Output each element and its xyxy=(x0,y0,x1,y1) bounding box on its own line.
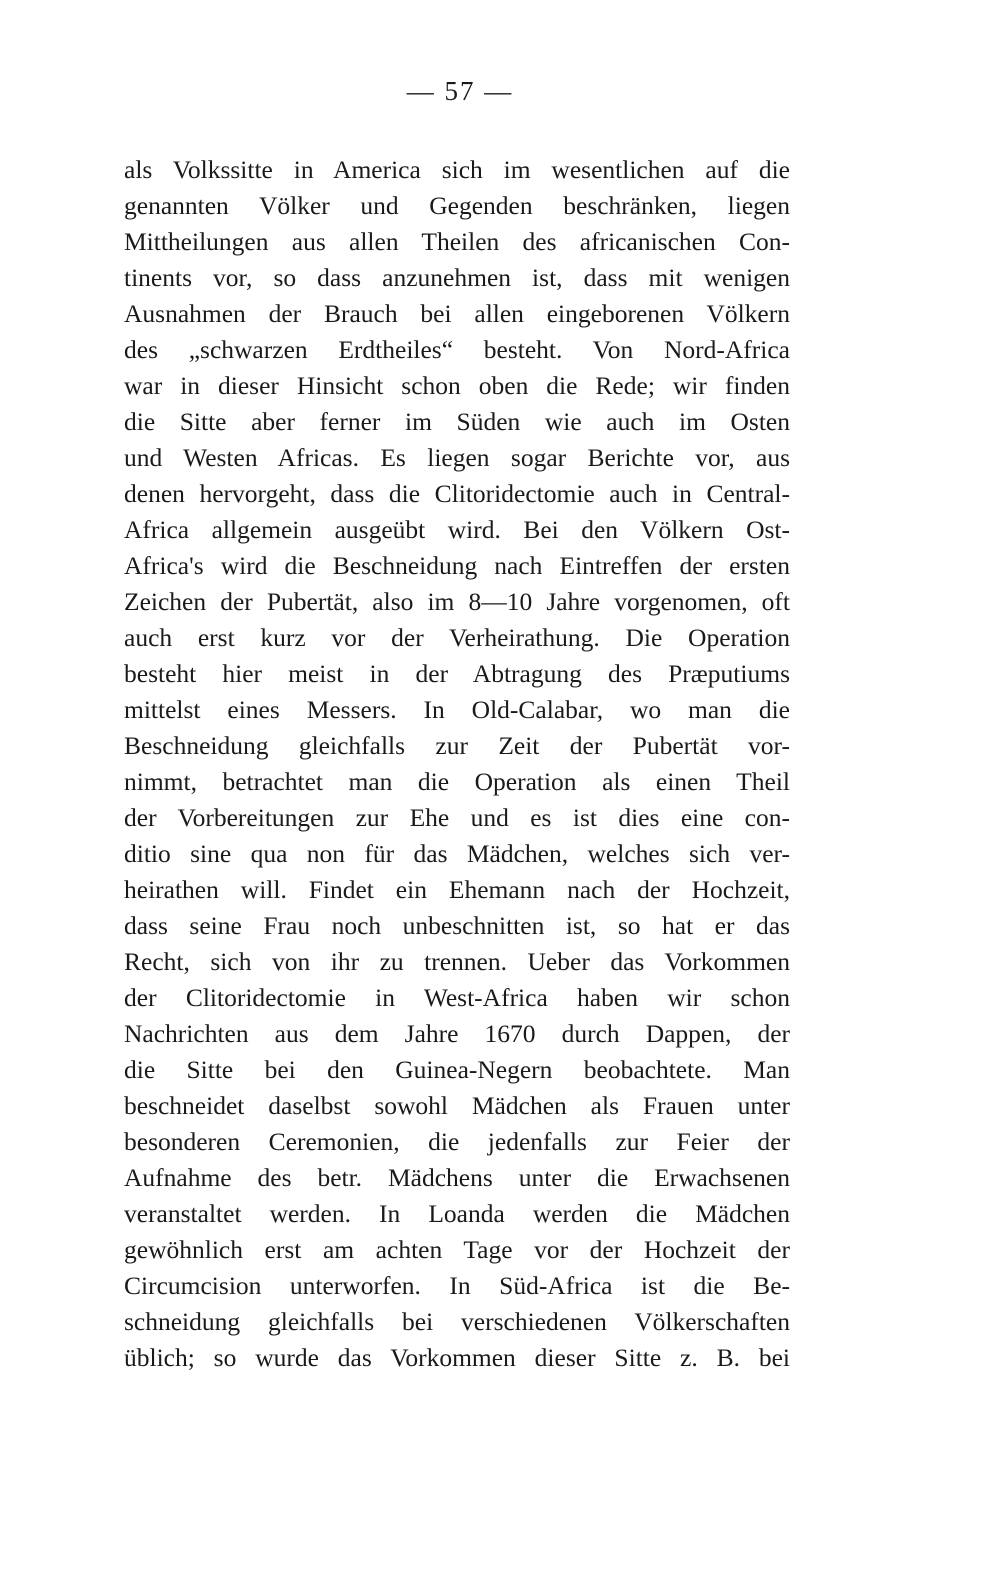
text-line: Nachrichten aus dem Jahre 1670 durch Dappen, der xyxy=(124,1019,790,1048)
text-line: Africa allgemein ausgeübt wird. Bei den Völkern Ost- xyxy=(124,515,790,544)
text-line: der Vorbereitungen zur Ehe und es ist dies eine con- xyxy=(124,803,790,832)
text-line: Aufnahme des betr. Mädchens unter die Erwachsenen xyxy=(124,1163,790,1192)
text-line: mittelst eines Messers. In Old-Calabar, wo man die xyxy=(124,695,790,724)
text-line: besonderen Ceremonien, die jedenfalls zur Feier der xyxy=(124,1127,790,1156)
text-line: veranstaltet werden. In Loanda werden die Mädchen xyxy=(124,1199,790,1228)
text-line: Africa's wird die Beschneidung nach Eintreffen der ersten xyxy=(124,551,790,580)
text-line: denen hervorgeht, dass die Clitoridectomie auch in Central- xyxy=(124,479,790,508)
text-line: gewöhnlich erst am achten Tage vor der Hochzeit der xyxy=(124,1235,790,1264)
text-line: die Sitte aber ferner im Süden wie auch im Osten xyxy=(124,407,790,436)
page-number: — 57 — xyxy=(406,76,514,106)
text-line: üblich; so wurde das Vorkommen dieser Sitte z. B. bei xyxy=(124,1343,790,1372)
text-line: auch erst kurz vor der Verheirathung. Die Operation xyxy=(124,623,790,652)
body-text xyxy=(124,152,790,1376)
text-line: ditio sine qua non für das Mädchen, welches sich ver- xyxy=(124,839,790,868)
text-line: Mittheilungen aus allen Theilen des africanischen Con- xyxy=(124,227,790,256)
text-line: als Volkssitte in America sich im wesentlichen auf die xyxy=(124,155,790,184)
text-line: Circumcision unterworfen. In Süd-Africa ist die Be- xyxy=(124,1271,790,1300)
text-line: tinents vor, so dass anzunehmen ist, dass mit wenigen xyxy=(124,263,790,292)
text-line: nimmt, betrachtet man die Operation als einen Theil xyxy=(124,767,790,796)
text-line: war in dieser Hinsicht schon oben die Rede; wir finden xyxy=(124,371,790,400)
text-line: die Sitte bei den Guinea-Negern beobachtete. Man xyxy=(124,1055,790,1084)
text-line: und Westen Africas. Es liegen sogar Berichte vor, aus xyxy=(124,443,790,472)
text-line: besteht hier meist in der Abtragung des Præputiums xyxy=(124,659,790,688)
text-line: genannten Völker und Gegenden beschränken, liegen xyxy=(124,191,790,220)
text-line: Ausnahmen der Brauch bei allen eingeborenen Völkern xyxy=(124,299,790,328)
text-line: Zeichen der Pubertät, also im 8—10 Jahre vorgenomen, oft xyxy=(124,587,790,616)
text-line: des „schwarzen Erdtheiles“ besteht. Von Nord-Africa xyxy=(124,335,790,364)
text-line: Recht, sich von ihr zu trennen. Ueber das Vorkommen xyxy=(124,947,790,976)
text-line: der Clitoridectomie in West-Africa haben wir schon xyxy=(124,983,790,1012)
text-line: dass seine Frau noch unbeschnitten ist, so hat er das xyxy=(124,911,790,940)
text-line: beschneidet daselbst sowohl Mädchen als Frauen unter xyxy=(124,1091,790,1120)
text-line: heirathen will. Findet ein Ehemann nach der Hochzeit, xyxy=(124,875,790,904)
text-line: schneidung gleichfalls bei verschiedenen Völkerschaften xyxy=(124,1307,790,1336)
text-line: Beschneidung gleichfalls zur Zeit der Pubertät vor- xyxy=(124,731,790,760)
